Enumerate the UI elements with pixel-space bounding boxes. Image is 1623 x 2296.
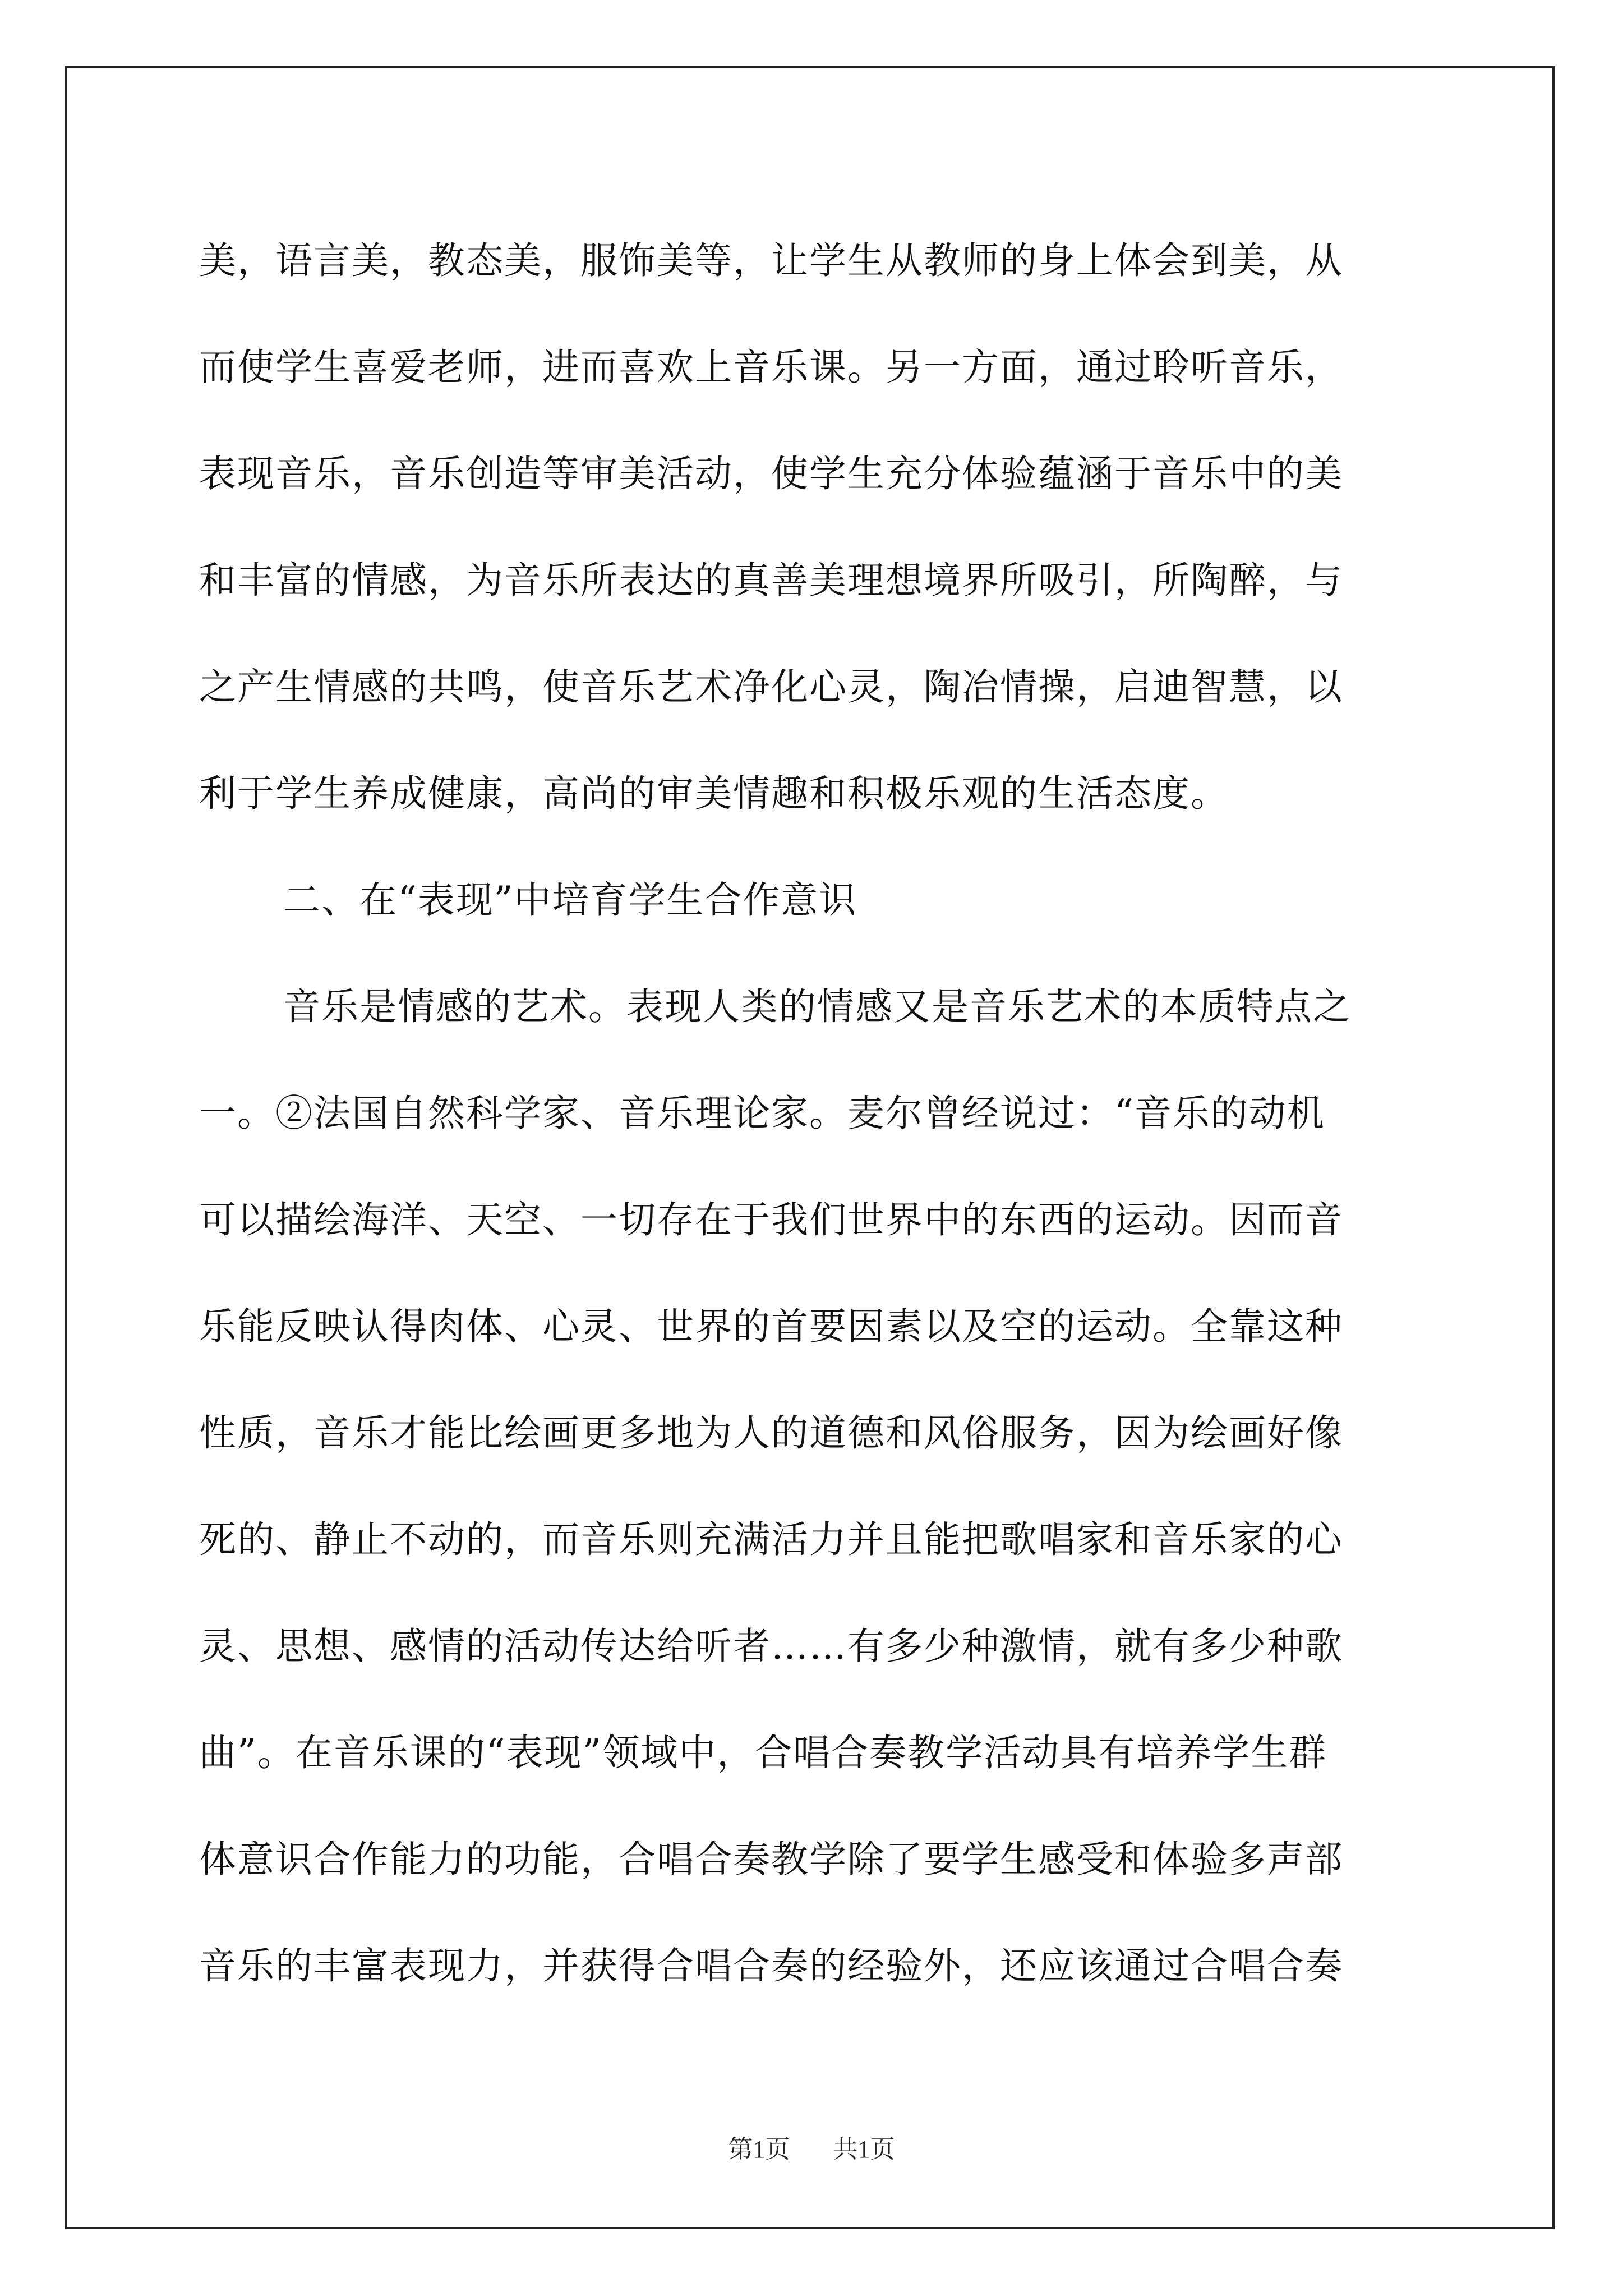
page-total: 共1页 bbox=[833, 2136, 895, 2163]
section-heading: 二、在“表现”中培育学生合作意识 bbox=[283, 878, 857, 922]
text-line: 灵、思想、感情的活动传达给听者……有多少种激情，就有多少种歌 bbox=[199, 1625, 1343, 1668]
text-line: 一。②法国自然科学家、音乐理论家。麦尔曾经说过：“音乐的动机 bbox=[199, 1092, 1325, 1135]
text-line: 音乐是情感的艺术。表现人类的情感又是音乐艺术的本质特点之 bbox=[283, 985, 1351, 1028]
text-line: 乐能反映认得肉体、心灵、世界的首要因素以及空的运动。全靠这种 bbox=[199, 1305, 1343, 1348]
text-line: 性质，音乐才能比绘画更多地为人的道德和风俗服务，因为绘画好像 bbox=[199, 1411, 1343, 1455]
text-line: 可以描绘海洋、天空、一切存在于我们世界中的东西的运动。因而音 bbox=[199, 1198, 1343, 1241]
text-line: 表现音乐，音乐创造等审美活动，使学生充分体验蕴涵于音乐中的美 bbox=[199, 452, 1343, 495]
document-body bbox=[199, 208, 1430, 2019]
text-line: 体意识合作能力的功能，合唱合奏教学除了要学生感受和体验多声部 bbox=[199, 1838, 1343, 1881]
text-line: 利于学生养成健康，高尚的审美情趣和积极乐观的生活态度。 bbox=[199, 772, 1229, 815]
text-line: 美，语言美，教态美，服饰美等，让学生从教师的身上体会到美，从 bbox=[199, 239, 1343, 282]
text-line: 之产生情感的共鸣，使音乐艺术净化心灵，陶冶情操，启迪智慧，以 bbox=[199, 665, 1343, 708]
text-line: 曲”。在音乐课的“表现”领域中，合唱合奏教学活动具有培养学生群 bbox=[199, 1731, 1327, 1774]
page-footer bbox=[0, 2129, 1623, 2165]
page-number: 第1页 bbox=[728, 2136, 790, 2163]
text-line: 而使学生喜爱老师，进而喜欢上音乐课。另一方面，通过聆听音乐， bbox=[199, 346, 1343, 389]
text-line: 和丰富的情感，为音乐所表达的真善美理想境界所吸引，所陶醉，与 bbox=[199, 559, 1343, 602]
text-line: 死的、静止不动的，而音乐则充满活力并且能把歌唱家和音乐家的心 bbox=[199, 1518, 1343, 1561]
text-line: 音乐的丰富表现力，并获得合唱合奏的经验外，还应该通过合唱合奏 bbox=[199, 1944, 1343, 1987]
